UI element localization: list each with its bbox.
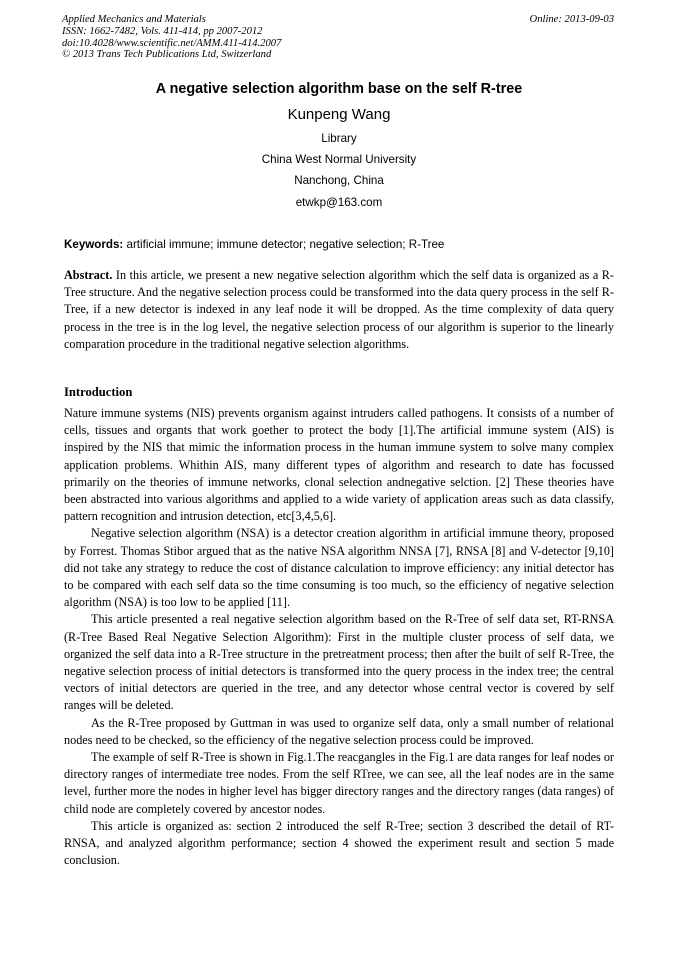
keywords bbox=[64, 238, 624, 251]
intro-paragraph: This article is organized as: section 2 introduced the self R-Tree; section 3 described the detail of RT-RNSA, and analyzed algorithm performance; section 4 showed the experiment result and section 5 made conclusion. bbox=[64, 818, 614, 868]
intro-paragraph: As the R-Tree proposed by Guttman in was used to organize self data, only a small number of relational nodes need to be checked, so the efficiency of the negative selection process could be improved. bbox=[64, 715, 614, 747]
author-name: Kunpeng Wang bbox=[287, 106, 391, 123]
copyright-line: © 2013 Trans Tech Publications Ltd, Switzerland bbox=[62, 49, 272, 61]
abstract-label: Abstract. bbox=[64, 268, 113, 282]
intro-paragraph: Negative selection algorithm (NSA) is a detector creation algorithm in artificial immune theory, proposed by Forrest. Thomas Stibor argued that as the native NSA algorithm NNSA [7], RNSA [8] and V-detector [9,10] did not take any strategy to reduce the cost of distance calculation to improve efficiency: any initial detector has to be compared with each self data so the time consuming is too much, so the efficiency of negative selection algorithm (NSA) is too low to be applied [11]. bbox=[64, 526, 614, 610]
issn-line: ISSN: 1662-7482, Vols. 411-414, pp 2007-2012 bbox=[62, 25, 263, 37]
affiliation-dept: Library bbox=[321, 132, 357, 145]
keywords-label: Keywords: bbox=[64, 238, 124, 251]
publication-header bbox=[62, 14, 281, 61]
introduction-body bbox=[64, 405, 614, 869]
affiliation-university: China West Normal University bbox=[261, 153, 417, 166]
affiliation-city: Nanchong, China bbox=[294, 174, 384, 187]
abstract bbox=[64, 267, 614, 353]
paper-title: A negative selection algorithm base on the self R-tree bbox=[155, 81, 523, 97]
doi-line: doi:10.4028/www.scientific.net/AMM.411-414.2007 bbox=[62, 37, 282, 49]
keywords-text: artificial immune; immune detector; negative selection; R-Tree bbox=[123, 238, 445, 251]
section-heading-introduction: Introduction bbox=[64, 385, 133, 399]
intro-paragraph: Nature immune systems (NIS) prevents organism against intruders called pathogens. It consists of a number of cells, tissues and organts that work goether to protect the body [1].The artificial immune system (AIS) is inspired by the NIS that mimic the information process in the human immune system to solve many complex application problems. Whithin AIS, many different types of algorithm and research to date has focussed primarily on the theories of immune networks, clonal selection andnegative selction. [2] These theories have been abstracted into various algorithms and applied to a wide variety of application areas such as data classify, pattern recognition and intrusion detection, etc[3,4,5,6]. bbox=[64, 406, 614, 524]
abstract-text: In this article, we present a new negative selection algorithm which the self data is organized as a R-Tree structure. And the negative selection process could be transformed into the data query process in the self R-Tree, if a new detector is indexed in any leaf node it will be dropped. As the time complexity of data query process in the tree is in the log level, the negative selection process of our algorithm is superior to the linearly comparation procedure in the traditional negative selection algorithms. bbox=[64, 268, 614, 351]
author-email: etwkp@163.com bbox=[295, 196, 383, 209]
journal-name: Applied Mechanics and Materials bbox=[62, 14, 206, 25]
intro-paragraph: This article presented a real negative selection algorithm based on the R-Tree of self data set, RT-RNSA (R-Tree Based Real Negative Selection Algorithm): First in the multiple cluster process of self data, we organized the self data into a R-Tree structure in the pretreatment process; then after the built of self R-Tree, the negative selection process of initial detectors is transformed into the query process in the index tree; the central vectors of initial detectors are queried in the tree, and any detector whose central vector is covered by self ranges will be deleted. bbox=[64, 612, 614, 713]
intro-paragraph: The example of self R-Tree is shown in Fig.1.The reacgangles in the Fig.1 are data ranges for leaf nodes or directory ranges of intermediate tree nodes. From the self RTree, we can see, all the leaf nodes are in the same level, further more the nodes in higher level has bigger directory ranges and the directory ranges (data ranges) of child node are completely covered by ancestor nodes. bbox=[64, 750, 614, 816]
online-date: Online: 2013-09-03 bbox=[529, 14, 614, 25]
